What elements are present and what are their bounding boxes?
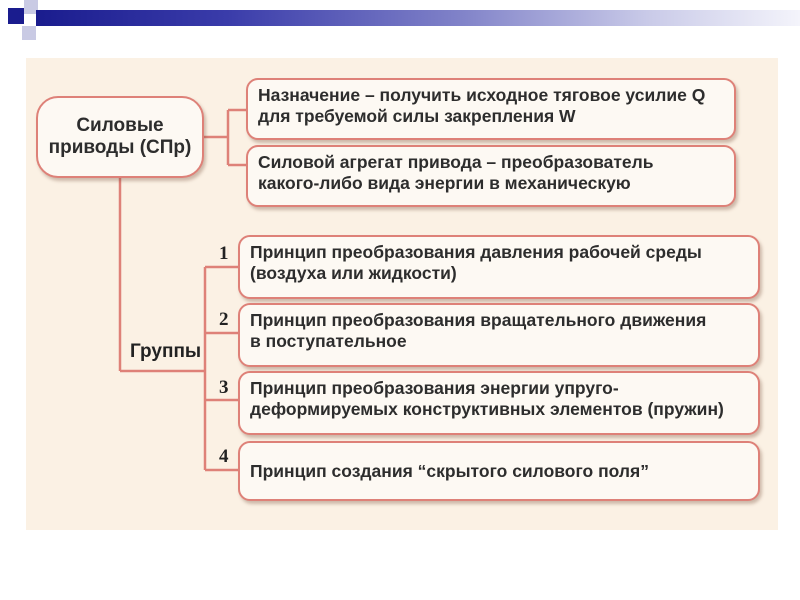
groups-label: Группы [130,341,202,362]
header-square-dark [8,8,24,24]
group-number-3: 3 [219,377,229,398]
group-number-2: 2 [219,309,229,330]
group-box-1: Принцип преобразования давления рабочей среды (воздуха или жидкости) [238,235,760,299]
slide-header [0,0,800,48]
group-box-4: Принцип создания “скрытого силового поля” [238,441,760,501]
group-box-2: Принцип преобразования вращательного движения в поступательное [238,303,760,367]
group-number-4: 4 [219,446,229,467]
group-box-3: Принцип преобразования энергии упруго- деформируемых конструктивных элементов (пружин) [238,371,760,435]
power-unit-box: Силовой агрегат привода – преобразователь какого-либо вида энергии в механическую [246,145,736,207]
purpose-box: Назначение – получить исходное тяговое усилие Q для требуемой силы закрепления W [246,78,736,140]
root-node: Силовые приводы (СПр) [36,96,204,178]
group-number-1: 1 [219,243,229,264]
header-square-light-2 [22,26,36,40]
header-gradient-band [36,10,800,26]
